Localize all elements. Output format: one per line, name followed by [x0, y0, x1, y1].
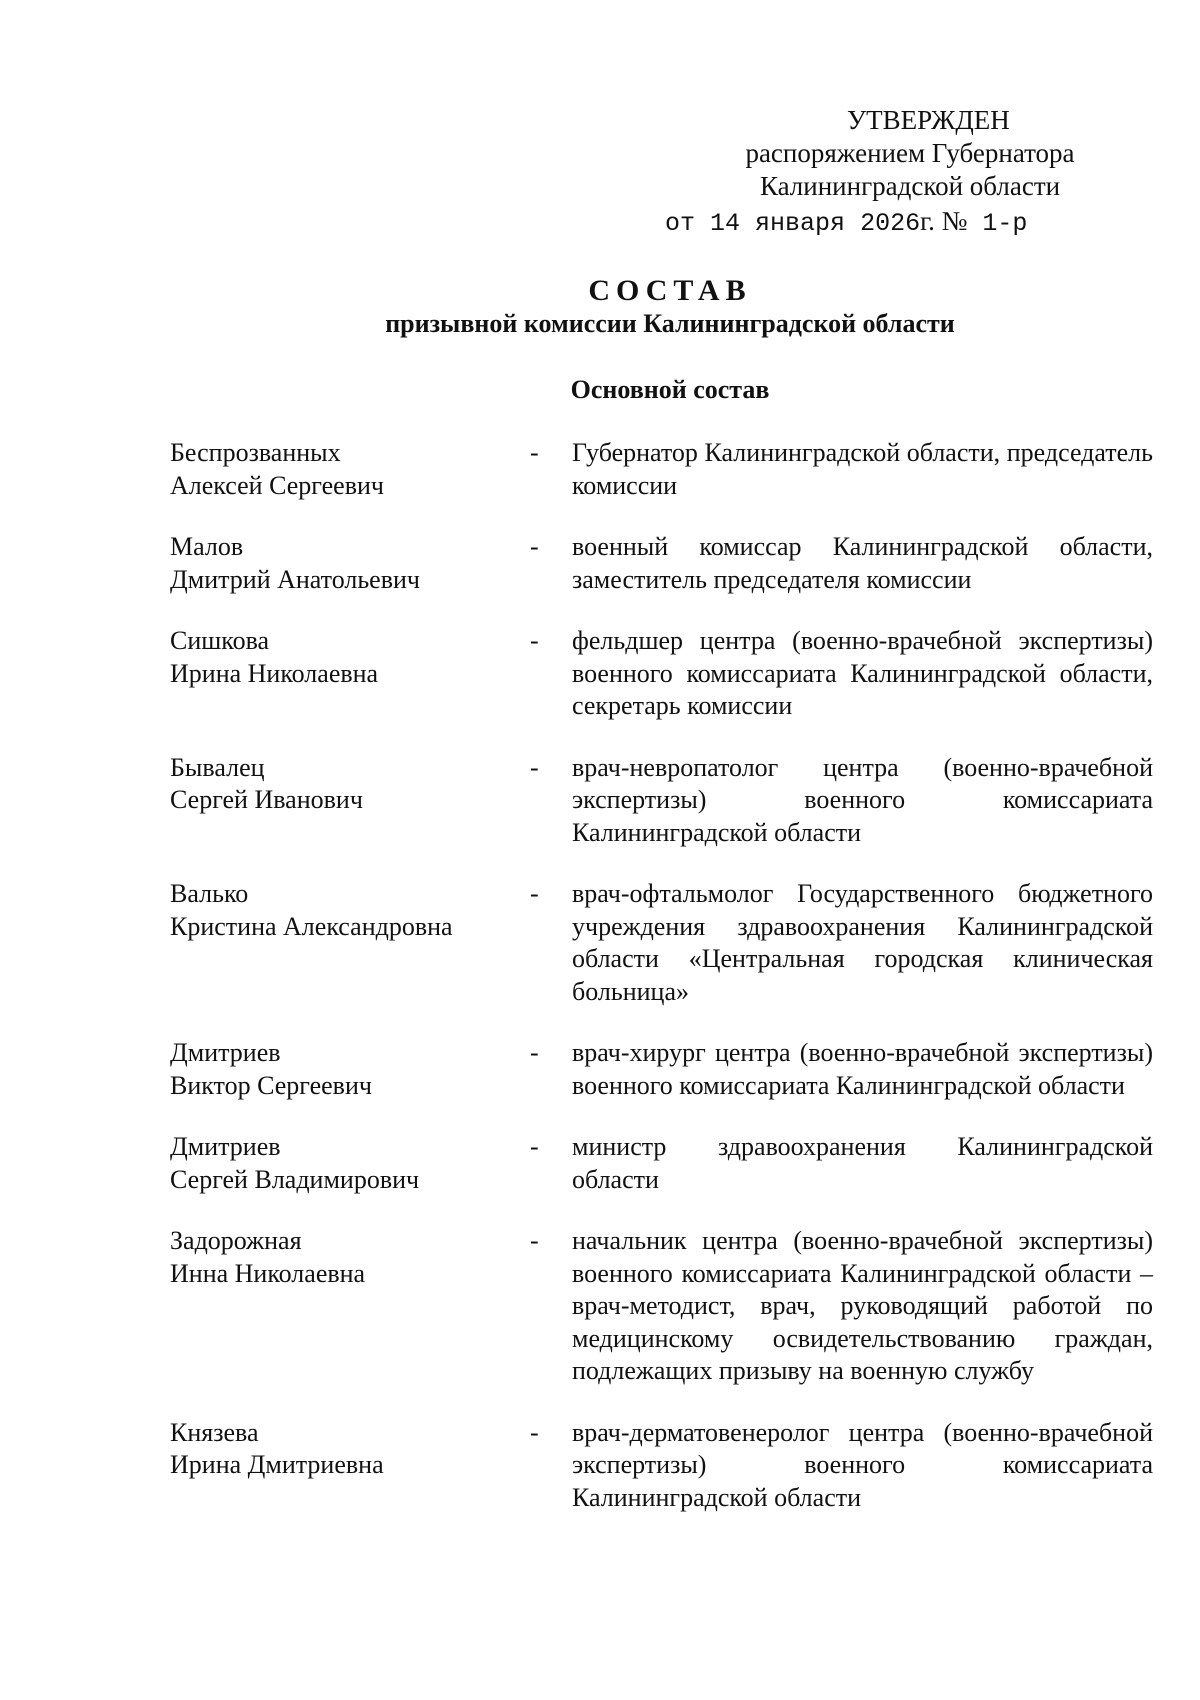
- member-given-names: Инна Николаевна: [170, 1258, 366, 1288]
- member-row: [170, 1225, 1153, 1388]
- member-role: врач-хирург центра (военно-врачебной экспертизы) военного комиссариата Калининградской области: [572, 1038, 1153, 1100]
- member-surname: Сишкова: [170, 626, 270, 655]
- member-surname: Дмитриев: [170, 1132, 281, 1161]
- member-given-names: Кристина Александровна: [170, 911, 453, 941]
- member-dash: -: [530, 1132, 539, 1161]
- approval-year-suffix: г. №: [920, 206, 968, 236]
- member-surname: Малов: [170, 532, 244, 561]
- approval-line-2: Калининградской области: [759, 171, 1061, 201]
- member-row: [170, 752, 1153, 850]
- member-surname: Беспрозванных: [170, 438, 341, 467]
- member-role: Губернатор Калининградской области, председатель комиссии: [572, 438, 1153, 500]
- member-list: [170, 437, 1153, 1543]
- member-row: [170, 1037, 1153, 1102]
- member-row: [170, 531, 1153, 596]
- approval-number: 1-р: [982, 209, 1028, 238]
- member-surname: Задорожная: [170, 1226, 302, 1255]
- member-dash: -: [530, 1417, 539, 1447]
- approval-title: УТВЕРЖДЕН: [847, 105, 1010, 135]
- member-role: фельдшер центра (военно-врачебной экспертизы) военного комиссариата Калининградской области, секретарь комиссии: [572, 626, 1153, 720]
- member-role: начальник центра (военно-врачебной экспертизы) военного комиссариата Калининградской области – врач-методист, врач, руководящий работой по медицинскому освидетельствованию граждан, подлежащих призыву на военную службу: [572, 1226, 1153, 1385]
- member-name: [170, 625, 530, 690]
- member-given-names: Сергей Владимирович: [170, 1164, 420, 1194]
- member-dash: -: [530, 532, 539, 561]
- approval-year: 2026: [860, 209, 921, 238]
- approval-date: 14 января: [710, 209, 846, 238]
- approval-block: [665, 104, 1140, 240]
- section-title: Основной состав: [570, 375, 770, 404]
- member-surname: Валько: [170, 879, 249, 908]
- member-name: [170, 878, 530, 943]
- member-dash: -: [530, 752, 539, 782]
- member-name: [170, 437, 530, 502]
- member-row: [170, 625, 1153, 723]
- approval-date-prefix: от: [665, 209, 696, 238]
- member-surname: Дмитриев: [170, 1038, 281, 1067]
- member-given-names: Ирина Николаевна: [170, 658, 379, 688]
- member-name: [170, 1225, 530, 1290]
- member-role: врач-дерматовенеролог центра (военно-врачебной экспертизы) военного комиссариата Калининградской области: [572, 1417, 1153, 1512]
- member-dash: -: [530, 879, 539, 908]
- member-given-names: Алексей Сергеевич: [170, 470, 384, 500]
- approval-date-line: [665, 205, 1140, 240]
- member-name: [170, 531, 530, 596]
- member-name: [170, 1131, 530, 1196]
- member-given-names: Дмитрий Анатольевич: [170, 564, 420, 594]
- member-given-names: Ирина Дмитриевна: [170, 1450, 384, 1479]
- member-dash: -: [530, 438, 539, 467]
- document-title: СОСТАВ: [588, 274, 752, 307]
- member-row: [170, 1131, 1153, 1196]
- member-row: [170, 878, 1153, 1008]
- member-name: [170, 752, 530, 817]
- document-subtitle: призывной комиссии Калининградской области: [385, 309, 955, 338]
- member-dash: -: [530, 626, 539, 655]
- member-role: врач-офтальмолог Государственного бюджетного учреждения здравоохранения Калининградской области «Центральная городская клиническая больница»: [572, 879, 1153, 1006]
- member-row: [170, 437, 1153, 502]
- member-name: [170, 1037, 530, 1102]
- member-dash: -: [530, 1226, 539, 1255]
- member-surname: Князева: [170, 1417, 259, 1447]
- member-role: врач-невропатолог центра (военно-врачебной экспертизы) военного комиссариата Калининградской области: [572, 752, 1153, 847]
- member-given-names: Сергей Иванович: [170, 785, 363, 814]
- member-dash: -: [530, 1038, 539, 1067]
- member-role: министр здравоохранения Калининградской области: [572, 1132, 1153, 1194]
- member-given-names: Виктор Сергеевич: [170, 1070, 372, 1100]
- member-surname: Бывалец: [170, 752, 265, 782]
- member-row: [170, 1417, 1153, 1515]
- member-name: [170, 1417, 530, 1482]
- member-role: военный комиссар Калининградской области, заместитель председателя комиссии: [572, 532, 1153, 594]
- approval-line-1: распоряжением Губернатора: [745, 138, 1075, 168]
